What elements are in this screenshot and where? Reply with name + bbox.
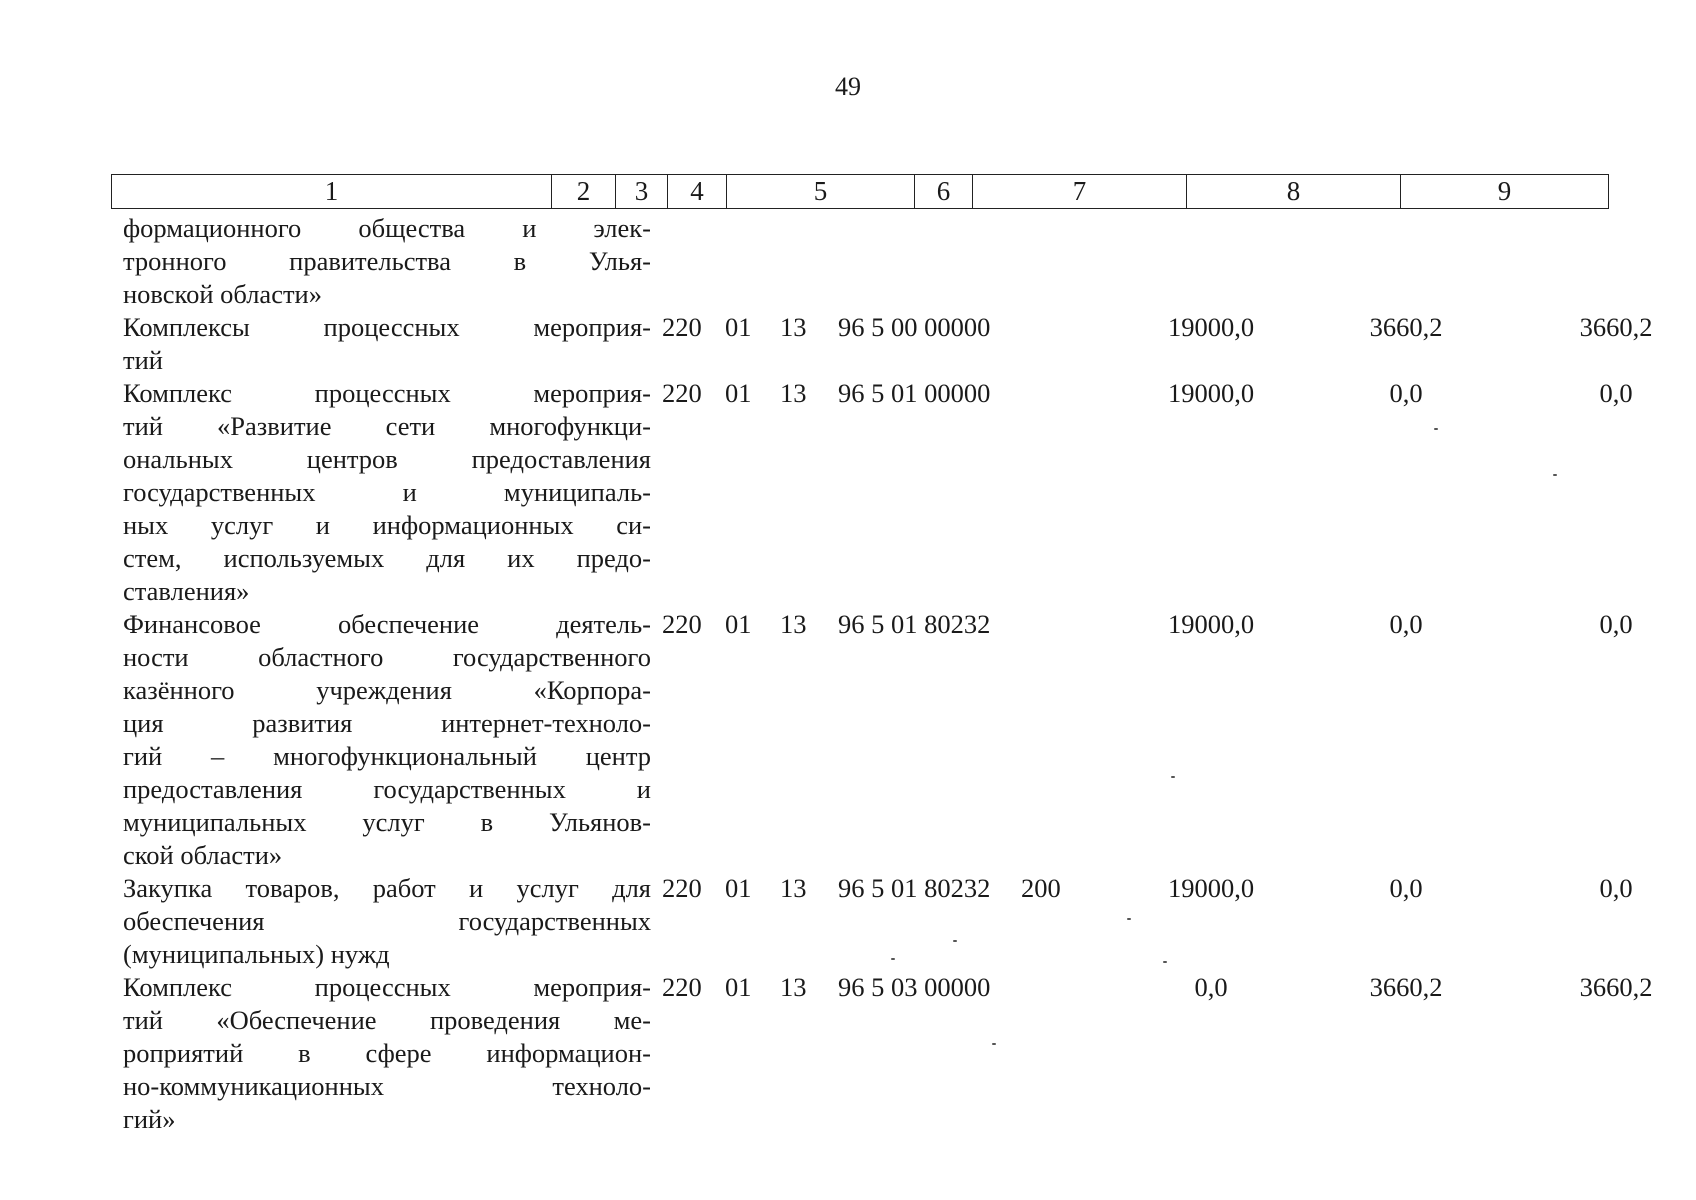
cell-expense-type: 200 xyxy=(1021,873,1061,903)
description-line: формационного общества и элек- xyxy=(123,213,651,243)
description-line: ональных центров предоставления xyxy=(123,444,651,474)
cell-amount-col8: 0,0 xyxy=(1389,609,1423,639)
cell-amount-col8: 0,0 xyxy=(1389,378,1423,408)
column-number-header xyxy=(111,174,1609,209)
cell-amount-col8: 3660,2 xyxy=(1369,972,1443,1002)
cell-subsection-code: 13 xyxy=(780,378,807,408)
cell-section-code: 01 xyxy=(725,873,752,903)
description-line: казённого учреждения «Корпора- xyxy=(123,675,651,705)
row-description xyxy=(123,212,651,311)
cell-target-article: 96 5 01 80232 xyxy=(838,873,991,903)
description-line: муниципальных услуг в Ульянов- xyxy=(123,807,651,837)
description-line: стем, используемых для их предо- xyxy=(123,543,651,573)
cell-amount-col9: 3660,2 xyxy=(1579,972,1653,1002)
description-line: гий – многофункциональный центр xyxy=(123,741,651,771)
cell-amount-col8: 0,0 xyxy=(1389,873,1423,903)
cell-subsection-code: 13 xyxy=(780,972,807,1002)
cell-amount-col7: 19000,0 xyxy=(1167,609,1255,639)
description-line: Комплекс процессных мероприя- xyxy=(123,378,651,408)
cell-target-article: 96 5 03 00000 xyxy=(838,972,991,1002)
description-line: тий «Развитие сети многофункци- xyxy=(123,411,651,441)
description-line: Комплексы процессных мероприя- xyxy=(123,312,651,342)
table-row xyxy=(111,608,1633,872)
cell-amount-col8: 3660,2 xyxy=(1369,312,1443,342)
description-line: ности областного государственного xyxy=(123,642,651,672)
description-line: предоставления государственных и xyxy=(123,774,651,804)
header-col-8: 8 xyxy=(1187,175,1401,209)
cell-target-article: 96 5 00 00000 xyxy=(838,312,991,342)
description-line: гий» xyxy=(123,1104,176,1134)
page-number: 49 xyxy=(835,72,861,101)
scan-speck xyxy=(891,958,895,960)
description-line: новской области» xyxy=(123,279,322,309)
header-col-9: 9 xyxy=(1401,175,1609,209)
header-col-1: 1 xyxy=(112,175,552,209)
row-description xyxy=(123,377,651,608)
header-col-6: 6 xyxy=(915,175,973,209)
description-line: тий xyxy=(123,345,163,375)
scan-speck xyxy=(1553,474,1557,476)
header-col-2: 2 xyxy=(552,175,616,209)
cell-section-code: 01 xyxy=(725,312,752,342)
cell-ministry-code: 220 xyxy=(662,378,702,408)
cell-amount-col7: 19000,0 xyxy=(1167,312,1255,342)
table-row xyxy=(111,377,1633,608)
description-line: тронного правительства в Улья- xyxy=(123,246,651,276)
description-line: роприятий в сфере информацион- xyxy=(123,1038,651,1068)
scan-speck xyxy=(1127,918,1131,920)
description-line: Комплекс процессных мероприя- xyxy=(123,972,651,1002)
table-row xyxy=(111,311,1653,377)
row-description xyxy=(123,608,651,872)
cell-ministry-code: 220 xyxy=(662,873,702,903)
description-line: но-коммуникационных техноло- xyxy=(123,1071,651,1101)
header-col-7: 7 xyxy=(973,175,1187,209)
cell-section-code: 01 xyxy=(725,609,752,639)
cell-target-article: 96 5 01 80232 xyxy=(838,609,991,639)
cell-amount-col7: 19000,0 xyxy=(1167,378,1255,408)
scan-speck xyxy=(1171,776,1175,778)
table-row xyxy=(111,971,1653,1136)
cell-target-article: 96 5 01 00000 xyxy=(838,378,991,408)
description-line: обеспечения государственных xyxy=(123,906,651,936)
cell-subsection-code: 13 xyxy=(780,873,807,903)
description-line: ставления» xyxy=(123,576,250,606)
row-description xyxy=(123,971,651,1136)
cell-amount-col9: 3660,2 xyxy=(1579,312,1653,342)
header-col-3: 3 xyxy=(616,175,668,209)
cell-ministry-code: 220 xyxy=(662,609,702,639)
table-row xyxy=(111,212,1603,311)
cell-ministry-code: 220 xyxy=(662,972,702,1002)
description-line: государственных и муниципаль- xyxy=(123,477,651,507)
budget-table-body xyxy=(111,212,1653,1136)
description-line: тий «Обеспечение проведения ме- xyxy=(123,1005,651,1035)
cell-subsection-code: 13 xyxy=(780,312,807,342)
description-line: Финансовое обеспечение деятель- xyxy=(123,609,651,639)
header-col-4: 4 xyxy=(668,175,727,209)
description-line: ция развития интернет-техноло- xyxy=(123,708,651,738)
header-col-5: 5 xyxy=(727,175,915,209)
cell-ministry-code: 220 xyxy=(662,312,702,342)
cell-amount-col9: 0,0 xyxy=(1599,378,1633,408)
row-description xyxy=(123,872,651,971)
description-line: ных услуг и информационных си- xyxy=(123,510,651,540)
description-line: ской области» xyxy=(123,840,283,870)
cell-amount-col9: 0,0 xyxy=(1599,609,1633,639)
cell-amount-col7: 19000,0 xyxy=(1167,873,1255,903)
description-line: Закупка товаров, работ и услуг для xyxy=(123,873,651,903)
table-row xyxy=(111,872,1633,971)
cell-section-code: 01 xyxy=(725,378,752,408)
cell-amount-col9: 0,0 xyxy=(1599,873,1633,903)
cell-subsection-code: 13 xyxy=(780,609,807,639)
scan-speck xyxy=(1163,961,1167,963)
scan-speck xyxy=(1434,428,1438,430)
scan-speck xyxy=(953,940,957,942)
description-line: (муниципальных) нужд xyxy=(123,939,390,969)
scan-speck xyxy=(992,1043,996,1045)
cell-amount-col7: 0,0 xyxy=(1194,972,1228,1002)
cell-section-code: 01 xyxy=(725,972,752,1002)
row-description xyxy=(123,311,651,377)
